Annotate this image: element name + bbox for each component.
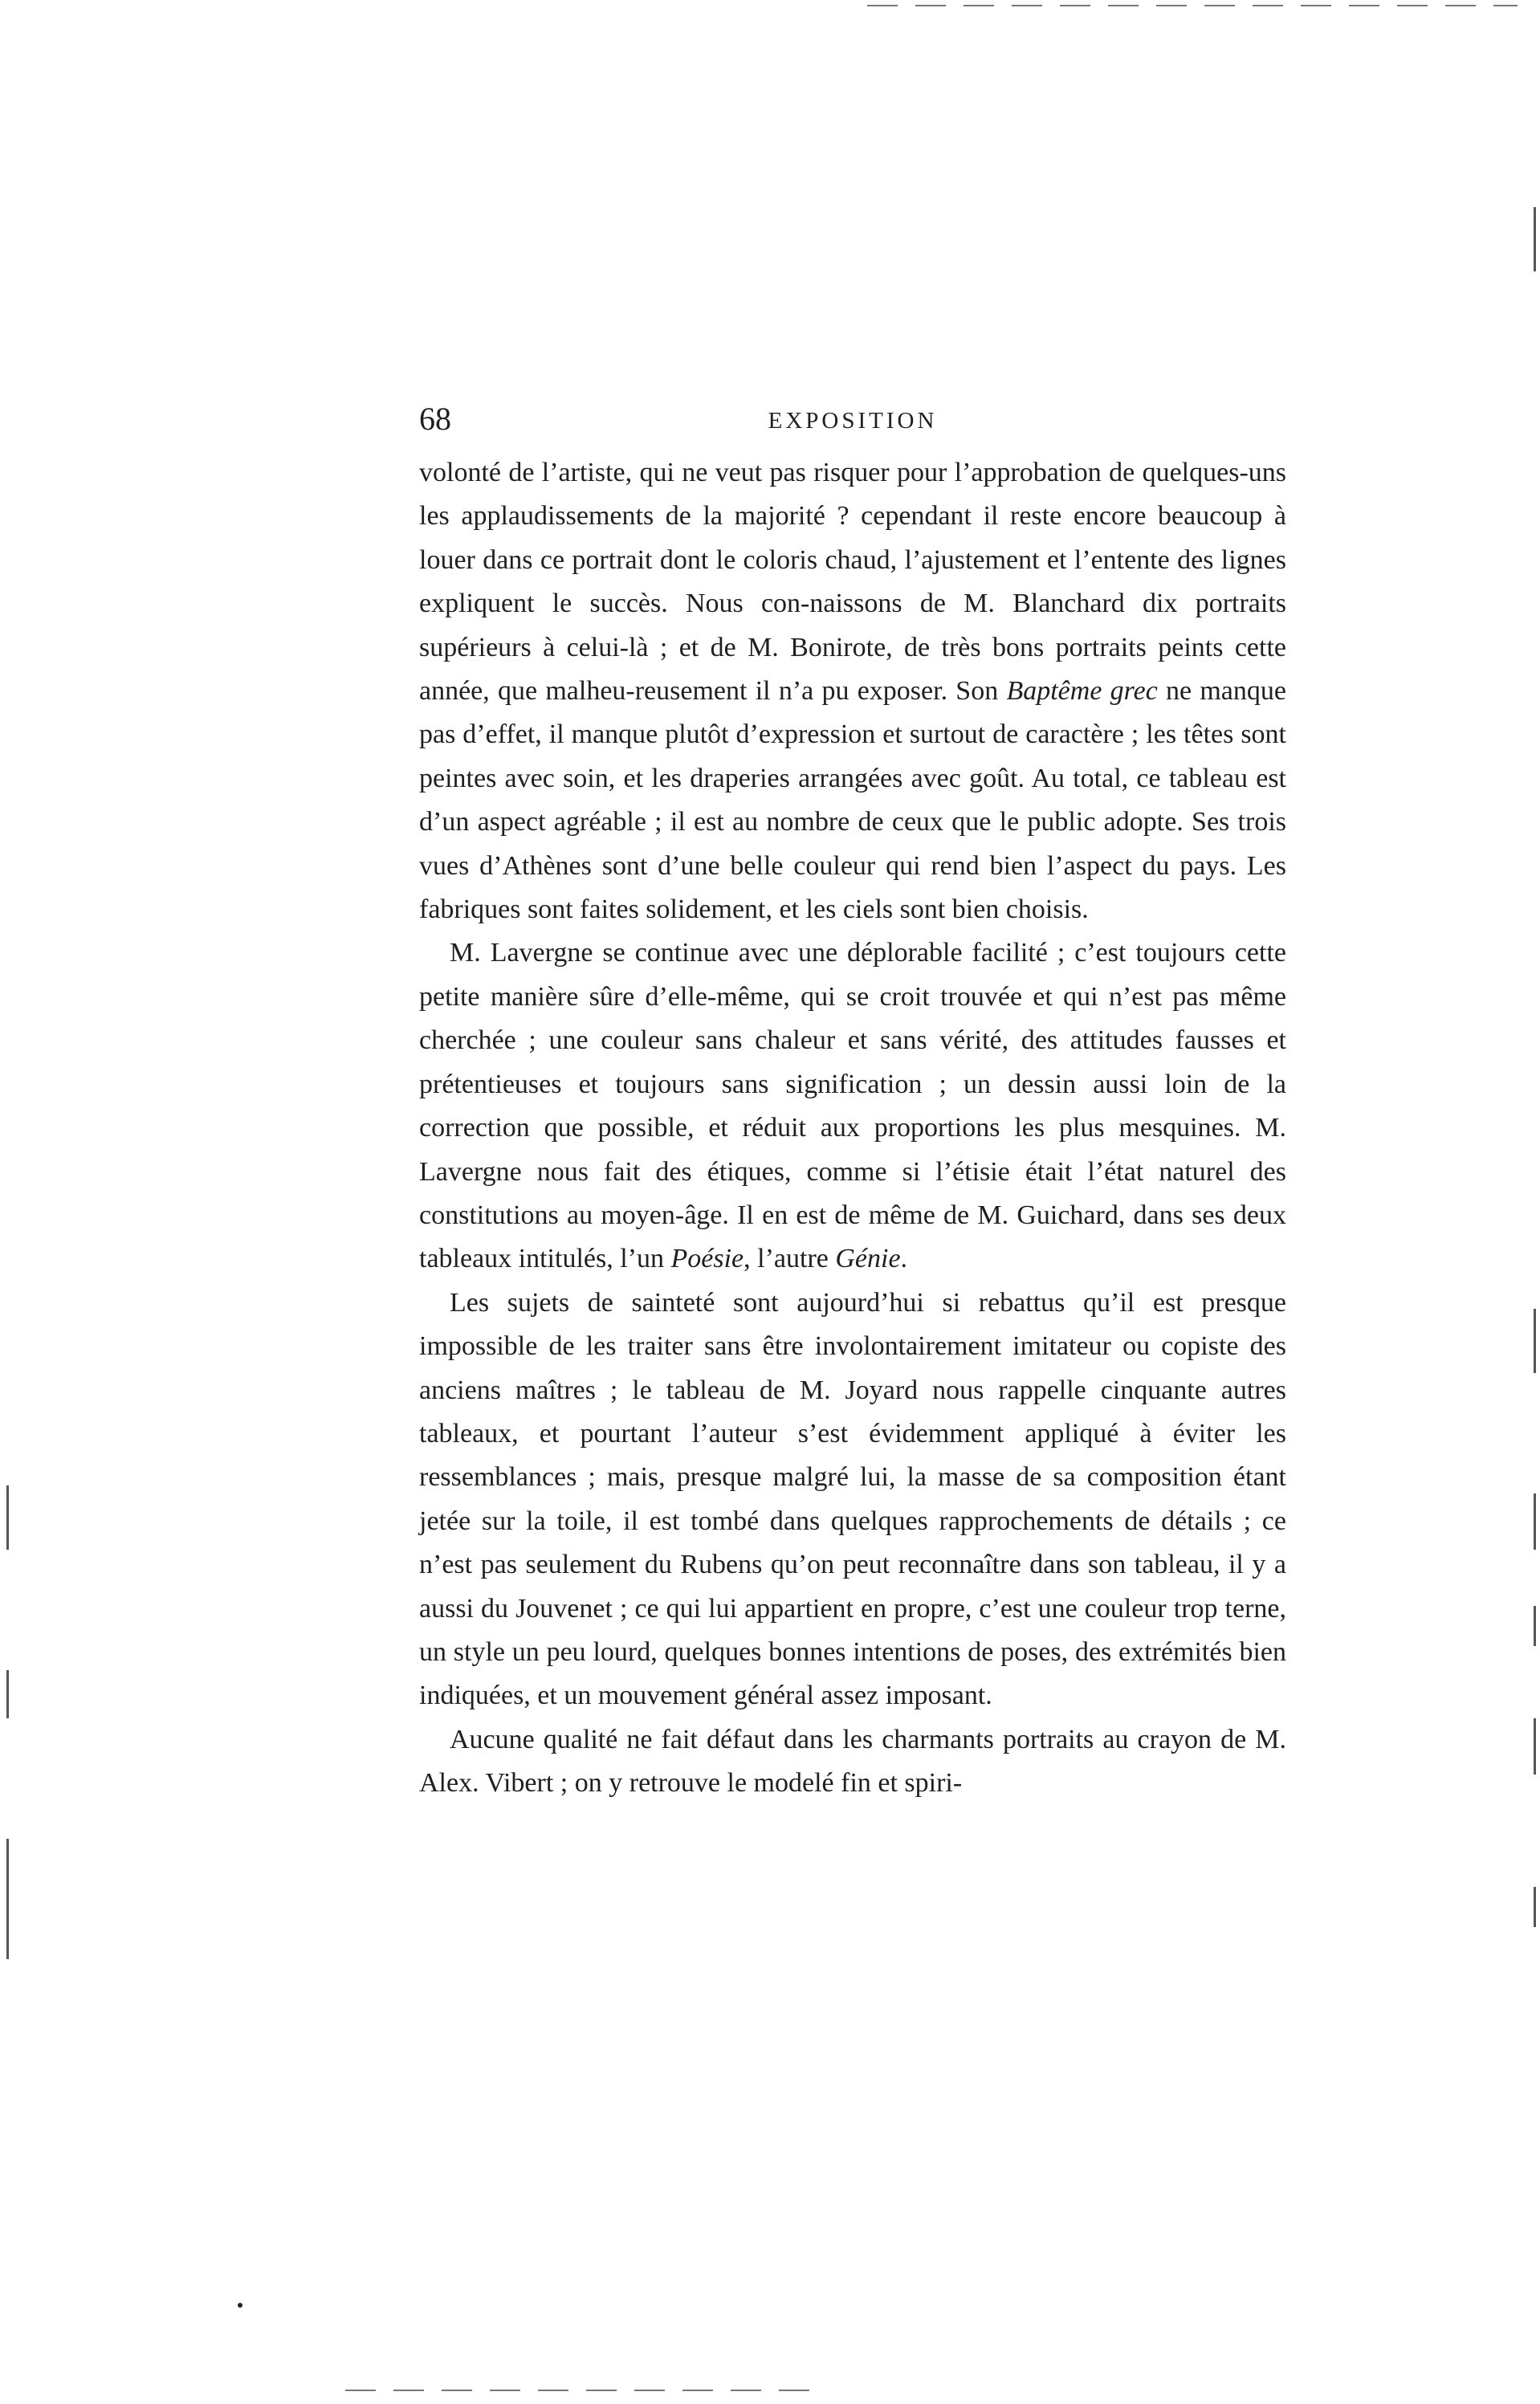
paragraph-1-line-6: M. Bonirote, de très bons portraits peints cette année, que malheu-	[419, 632, 1286, 707]
paragraph-1-line-4: l’ajustement et l’entente des lignes expliquent le succès. Nous con-	[419, 544, 1286, 619]
scan-edge-mark-left-3	[6, 1839, 9, 1959]
scan-edge-mark-right-1	[1534, 1309, 1536, 1373]
running-head	[419, 395, 1286, 443]
paragraph-3: Les sujets de sainteté sont aujourd’hui si rebattus qu’il est presque impossible de les traiter sans être involontairement imitateur ou copiste des anciens maîtres ; le tableau de M. Joyard nous rappelle cinquante autres tableaux, et pourtant l’auteur s’est évidemment appliqué à éviter les ressemblances ; mais, presque malgré lui, la masse de sa composition étant jetée sur la toile, il est tombé dans quelques rapprochements de détails ; ce n’est pas seulement du Rubens qu’on peut reconnaître dans son tableau, il y a aussi du Jouvenet ; ce qui lui appartient en propre, c’est une couleur trop terne, un style un peu lourd, quelques bonnes intentions de poses, des extrémités bien indiquées, et un mouvement général assez imposant.	[419, 1287, 1286, 1711]
italic-title-bapteme-grec: Baptême grec	[1006, 676, 1158, 707]
scan-edge-mark-right-5	[1534, 1887, 1536, 1927]
paragraph-2-text: M. Lavergne se continue avec une déplorable facilité ; c’est toujours cette petite manière sûre d’elle-même, qui se croit trouvée et qui n’est pas même cherchée ; une couleur sans chaleur et sans vérité, des attitudes fausses et prétentieuses et toujours sans signification ; un dessin aussi loin de la correction que possible, et réduit aux proportions les plus mesquines. M. Lavergne nous fait des étiques, comme si l’étisie était l’état naturel des constitutions au moyen-âge. Il en est de même de M. Guichard, dans ses deux tableaux intitulés, l’un	[419, 938, 1286, 1274]
italic-title-poesie: Poésie	[670, 1244, 744, 1274]
scan-edge-mark-right-3	[1534, 1606, 1536, 1646]
scan-edge-mark-right-2	[1534, 1493, 1536, 1550]
scan-dash-row-bottom	[345, 2390, 827, 2391]
paragraph-1-line-3: encore beaucoup à louer dans ce portrait dont le coloris chaud,	[419, 501, 1286, 575]
paragraph-4: Aucune qualité ne fait défaut dans les charmants portraits au crayon de M. Alex. Vibert ; on y retrouve le modelé fin et spiri-	[419, 1724, 1286, 1799]
paragraph-2	[419, 931, 1286, 1281]
paragraph-1-line-1: volonté de l’artiste, qui ne veut pas risquer pour l’approbation de	[419, 458, 1135, 487]
scan-edge-mark-left-2	[6, 1670, 9, 1718]
scan-dash-row-top	[867, 5, 1518, 6]
paragraph-2-end: .	[900, 1244, 908, 1274]
scan-edge-mark-left-1	[6, 1485, 9, 1550]
scan-speck	[238, 2303, 242, 2308]
running-title: EXPOSITION	[768, 408, 938, 434]
paragraph-2-middle: , l’autre	[744, 1244, 836, 1274]
page-number: 68	[419, 401, 451, 437]
paragraph-1-rest: ne manque pas d’effet, il manque plutôt d’expression et surtout de caractère ; les têtes sont peintes avec soin, et les draperies arrangées avec goût. Au total, ce tableau est d’un aspect agréable ; il est au nombre de ceux que le public adopte. Ses trois vues d’Athènes sont d’une belle couleur qui rend bien l’aspect du pays. Les fabriques sont faites solidement, et les ciels sont bien choisis.	[419, 676, 1286, 925]
paragraph-1-line-5: naissons de M. Blanchard dix portraits supérieurs à celui-là ; et de	[419, 589, 1286, 662]
paragraph-1	[419, 451, 1286, 931]
body-text	[419, 451, 1286, 1806]
paragraph-1-line-7: reusement il n’a pu exposer. Son	[634, 676, 1007, 707]
italic-title-genie: Génie	[835, 1244, 901, 1274]
paragraph-1-line-2: quelques-uns les applaudissements de la majorité ? cependant il reste	[419, 458, 1286, 532]
scan-edge-mark-right-4	[1534, 1718, 1536, 1774]
scan-edge-mark-top-right	[1534, 207, 1536, 271]
